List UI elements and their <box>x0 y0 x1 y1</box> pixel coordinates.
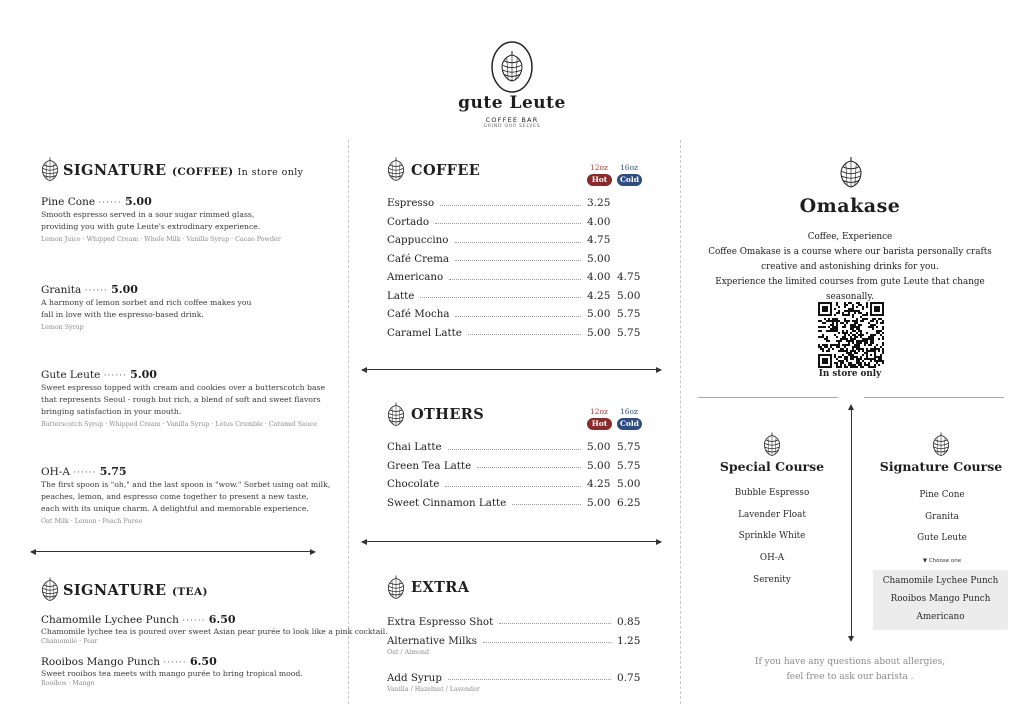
section-divider <box>362 541 661 542</box>
brand-name: gute Leute <box>458 93 566 113</box>
pinecone-emblem-icon <box>490 40 534 94</box>
pinecone-icon <box>386 402 406 426</box>
table-row: Caramel Latte 5.00 5.75 <box>387 326 641 339</box>
coffee-list <box>387 194 647 342</box>
list-item: Granita <box>925 511 959 522</box>
extra-sub: Vanilla / Hazelnut / Lavender <box>387 686 480 693</box>
divider <box>698 397 838 398</box>
list-item: Rooibos Mango Punch <box>890 594 991 604</box>
cold-badge: Cold <box>617 418 642 430</box>
special-course-list <box>702 488 842 596</box>
list-item: Lavender Float <box>738 509 806 520</box>
allergy-note: If you have any questions about allergies, feel free to ask our barista . <box>754 657 946 682</box>
size-large-label: 16oz <box>619 407 638 416</box>
list-item: Granita ······ 5.00 A harmony of lemon sorbet and rich coffee makes you fall in love with the espresso-based drink. Lemon Syrup <box>41 283 252 331</box>
table-row: Alternative Milks 1.25 <box>387 634 641 647</box>
table-row: Espresso 3.25 <box>387 197 611 210</box>
choose-one-label: ▼ Choose one <box>922 558 962 564</box>
section-divider <box>362 369 661 370</box>
list-item: Pine Cone <box>919 490 965 500</box>
signature-course-title: Signature Course <box>879 459 1003 474</box>
table-row: Green Tea Latte 5.00 5.75 <box>387 459 641 472</box>
cold-badge: Cold <box>617 174 642 186</box>
extra-sub: Oat / Almond <box>387 649 429 656</box>
size-small-label: 12oz <box>589 407 608 416</box>
arrow-down-icon <box>848 636 854 642</box>
others-list <box>387 438 647 512</box>
list-item: Chamomile Lychee Punch ······ 6.50 Chamomile lychee tea is poured over sweet Asian pear purée to look like a pink cocktail. Chamomile · Pear <box>41 613 388 645</box>
coffee-title: COFFEE <box>411 162 481 179</box>
list-item: Serenity <box>753 574 791 585</box>
arrow-up-icon <box>848 404 854 410</box>
pinecone-icon <box>762 432 782 456</box>
list-item: Rooibos Mango Punch ······ 6.50 Sweet rooibos tea meets with mango purée to bring tropical mood. Rooibos · Mango <box>41 655 303 687</box>
size-small-label: 12oz <box>589 163 608 172</box>
table-row: Sweet Cinnamon Latte 5.00 6.25 <box>387 496 641 509</box>
table-row: Chocolate 4.25 5.00 <box>387 478 641 491</box>
table-row: Add Syrup 0.75 <box>387 671 641 684</box>
extra-list <box>387 613 641 693</box>
list-item: OH-A ······ 5.75 The first spoon is "oh," and the last spoon is "wow." Sorbet using oat milk, peaches, lemon, and espresso come together to present a new taste, each with its unique charm. A delightful and memorable experience. Oat Milk · Lemon · Peach Puree <box>41 465 331 525</box>
brand-sub: COFFEE BAR <box>485 116 539 124</box>
pinecone-icon <box>838 156 864 188</box>
pinecone-icon <box>40 157 60 181</box>
choice-box <box>873 570 1008 630</box>
pinecone-icon <box>40 577 60 601</box>
extra-title: EXTRA <box>411 579 470 596</box>
omakase-description: Coffee, Experience Coffee Omakase is a course where our barista personally crafts creative and astonishing drinks for you. Experience the limited courses from gute Leute that change seasonally. <box>708 232 992 302</box>
list-item: Sprinkle White <box>738 531 806 542</box>
list-item: Pine Cone ······ 5.00 Smooth espresso served in a sour sugar rimmed glass, providing you with gute Leute's extrodinary experience. Lemon Juice · Whipped Cream · Whole Milk · Vanilla Syrup · Cacao Powder <box>41 195 281 243</box>
table-row: Cortado 4.00 <box>387 215 611 228</box>
pinecone-icon <box>931 432 951 456</box>
hot-badge: Hot <box>587 418 612 430</box>
others-title: OTHERS <box>411 406 485 423</box>
table-row: Café Mocha 5.00 5.75 <box>387 308 641 321</box>
list-item: Gute Leute <box>917 533 967 544</box>
brand-tagline: GRIND OUR SELVES <box>483 124 541 129</box>
special-course-title: Special Course <box>719 459 825 474</box>
table-row: Café Crema 5.00 <box>387 252 611 265</box>
qr-code-icon <box>818 302 884 368</box>
qr-note: In store only <box>818 369 882 379</box>
table-row: Latte 4.25 5.00 <box>387 289 641 302</box>
pinecone-icon <box>386 575 406 599</box>
table-row: Cappuccino 4.75 <box>387 234 611 247</box>
list-item: Americano <box>916 612 965 622</box>
omakase-title: Omakase <box>799 195 901 217</box>
list-item: Bubble Espresso <box>734 488 810 498</box>
brand-emblem <box>490 40 534 94</box>
list-item: OH-A <box>759 553 785 564</box>
signature-course-list <box>872 490 1012 555</box>
table-row: Americano 4.00 4.75 <box>387 271 641 284</box>
column-divider-right <box>680 140 681 704</box>
list-item: Gute Leute ······ 5.00 Sweet espresso topped with cream and cookies over a butterscotch base that represents Seoul - rough but rich, a blend of soft and sweet flavors bringing satisfaction in your mouth. Butterscotch Syrup · Whipped Cream · Vanilla Syrup · Lotus Crumble · Caramel Sauce <box>41 368 326 428</box>
table-row: Chai Latte 5.00 5.75 <box>387 441 641 454</box>
divider <box>864 397 1004 398</box>
table-row: Extra Espresso Shot 0.85 <box>387 615 641 628</box>
size-large-label: 16oz <box>619 163 638 172</box>
list-item: Chamomile Lychee Punch <box>882 576 999 586</box>
hot-badge: Hot <box>587 174 612 186</box>
pinecone-icon <box>386 157 406 181</box>
section-divider <box>31 551 315 552</box>
course-divider <box>851 408 852 640</box>
signature-coffee-title: SIGNATURE (COFFEE) In store only <box>63 162 304 179</box>
signature-tea-title: SIGNATURE (TEA) <box>63 582 208 599</box>
